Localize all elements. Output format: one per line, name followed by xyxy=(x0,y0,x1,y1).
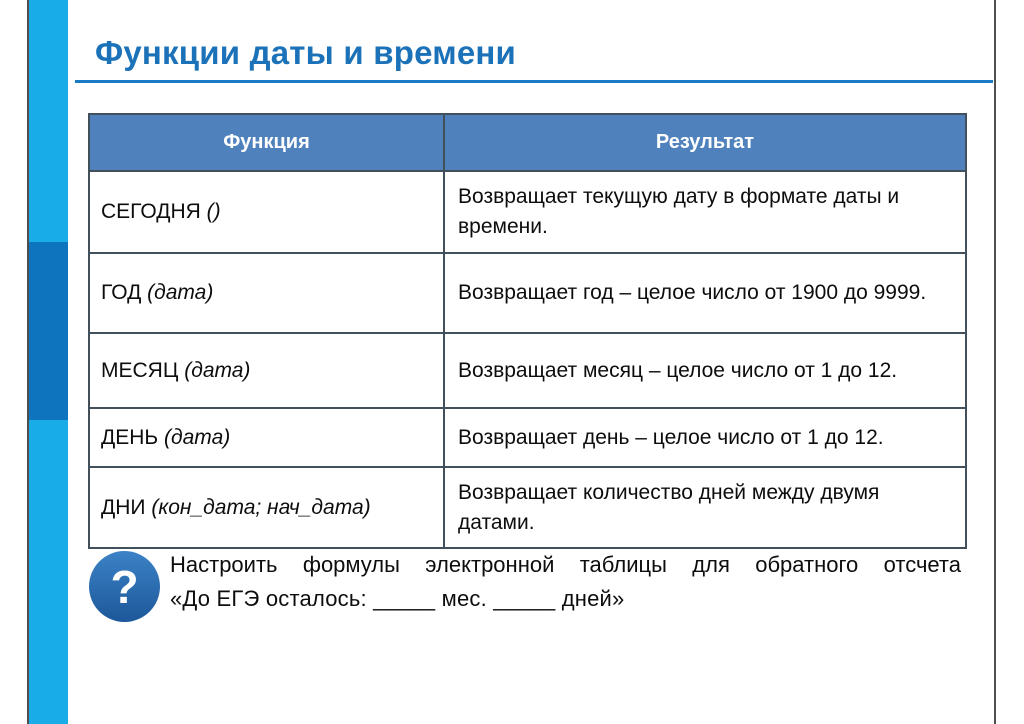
function-name: ДНИ xyxy=(101,495,146,519)
function-args: () xyxy=(206,200,221,223)
sidebar-accent-bar xyxy=(29,0,68,724)
result-cell: Возвращает год – целое число от 1900 до 9999. xyxy=(444,253,966,333)
table-row xyxy=(89,408,966,467)
result-cell: Возвращает количество дней между двумя датами. xyxy=(444,467,966,548)
functions-table xyxy=(88,113,967,549)
function-cell xyxy=(89,253,444,333)
column-header-function: Функция xyxy=(89,114,444,171)
function-args: (дата) xyxy=(184,358,251,382)
function-args: (дата) xyxy=(164,425,231,449)
function-args: (дата) xyxy=(147,281,214,304)
table-row xyxy=(89,333,966,408)
function-name: ГОД xyxy=(101,281,142,304)
table-row xyxy=(89,171,966,253)
function-cell xyxy=(89,467,444,548)
function-cell xyxy=(89,171,444,253)
task-text xyxy=(170,548,961,616)
result-cell: Возвращает текущую дату в формате даты и времени. xyxy=(444,171,966,253)
table-header-row xyxy=(89,114,966,171)
function-cell xyxy=(89,333,444,408)
result-cell: Возвращает день – целое число от 1 до 12. xyxy=(444,408,966,467)
function-name: ДЕНЬ xyxy=(101,425,159,449)
result-cell: Возвращает месяц – целое число от 1 до 12. xyxy=(444,333,966,408)
question-mark-icon: ? xyxy=(89,551,160,622)
sidebar-accent-segment xyxy=(29,242,68,420)
title-underline xyxy=(75,80,993,83)
table-row xyxy=(89,253,966,333)
slide-title: Функции даты и времени xyxy=(95,34,517,71)
right-frame-line xyxy=(994,0,996,724)
table-row xyxy=(89,467,966,548)
function-name: МЕСЯЦ xyxy=(101,358,179,382)
column-header-result: Результат xyxy=(444,114,966,171)
task-line-2: «До ЕГЭ осталось: _____ мес. _____ дней» xyxy=(170,586,625,611)
task-line-1: Настроить формулы электронной таблицы для обратного отсчета xyxy=(170,552,961,577)
function-cell xyxy=(89,408,444,467)
function-name: СЕГОДНЯ xyxy=(101,200,201,223)
function-args: (кон_дата; нач_дата) xyxy=(151,495,371,519)
